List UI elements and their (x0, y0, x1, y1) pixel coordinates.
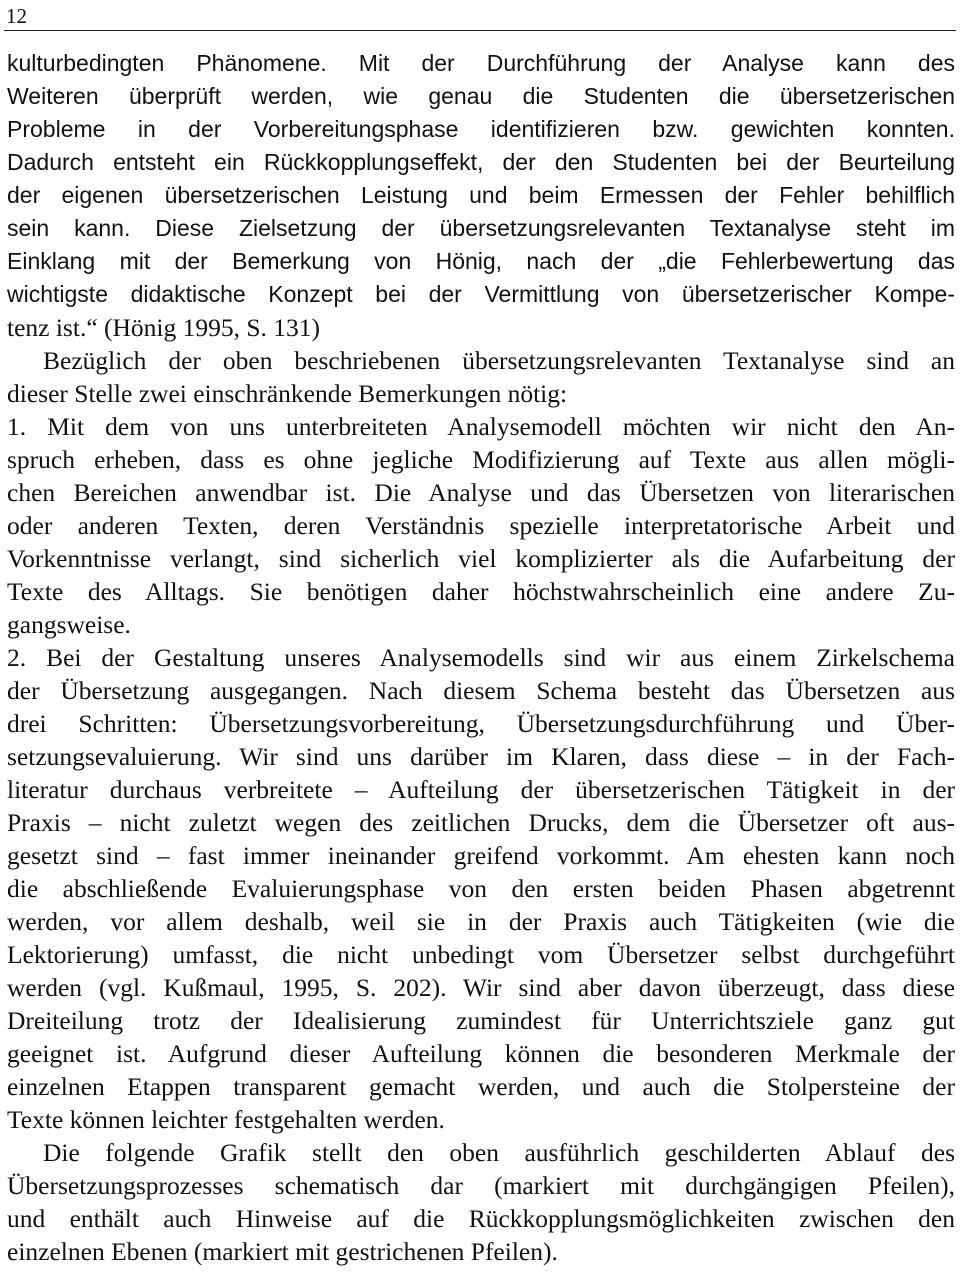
text-line: Probleme in der Vorbereitungsphase identifizieren bzw. gewichten konnten. (7, 116, 955, 142)
text-line: Texte des Alltags. Sie benötigen daher höchstwahrscheinlich eine andere Zu- (7, 577, 955, 606)
text-line: sein kann. Diese Zielsetzung der übersetzungsrelevanten Textanalyse steht im (7, 215, 955, 241)
text-line: oder anderen Texten, deren Verständnis spezielle interpretatorische Arbeit und (7, 511, 955, 540)
text-line: Vorkenntnisse verlangt, sind sicherlich viel komplizierter als die Aufarbeitung der (7, 544, 955, 573)
text-line: einzelnen Ebenen (markiert mit gestrichenen Pfeilen). (7, 1237, 558, 1266)
text-line: Übersetzungsprozesses schematisch dar (markiert mit durchgängigen Pfeilen), (7, 1171, 955, 1200)
text-line: Die folgende Grafik stellt den oben ausführlich geschilderten Ablauf des (43, 1138, 955, 1167)
text-line: Praxis – nicht zuletzt wegen des zeitlichen Drucks, dem die Übersetzer oft aus- (7, 808, 955, 837)
text-line: Weiteren überprüft werden, wie genau die Studenten die übersetzerischen (7, 83, 955, 109)
text-line: Texte können leichter festgehalten werden. (7, 1105, 445, 1134)
text-line: setzungsevaluierung. Wir sind uns darüber im Klaren, dass diese – in der Fach- (7, 742, 955, 771)
text-line: 2. Bei der Gestaltung unseres Analysemodells sind wir aus einem Zirkelschema (7, 643, 955, 672)
text-body (7, 47, 955, 1268)
text-line: literatur durchaus verbreitete – Aufteilung der übersetzerischen Tätigkeit in der (7, 775, 955, 804)
text-line: kulturbedingten Phänomene. Mit der Durchführung der Analyse kann des (7, 50, 955, 76)
text-line: Einklang mit der Bemerkung von Hönig, nach der „die Fehlerbewertung das (7, 248, 955, 274)
text-line: chen Bereichen anwendbar ist. Die Analyse und das Übersetzen von literarischen (7, 478, 955, 507)
text-line: tenz ist.“ (Hönig 1995, S. 131) (7, 313, 321, 342)
text-line: und enthält auch Hinweise auf die Rückkopplungsmöglichkeiten zwischen den (7, 1204, 955, 1233)
text-line: drei Schritten: Übersetzungsvorbereitung, Übersetzungsdurchführung und Über- (7, 709, 955, 738)
text-line: spruch erheben, dass es ohne jegliche Modifizierung auf Texte aus allen mögli- (7, 445, 955, 474)
text-line: einzelnen Etappen transparent gemacht werden, und auch die Stolpersteine der (7, 1072, 955, 1101)
text-line: werden (vgl. Kußmaul, 1995, S. 202). Wir sind aber davon überzeugt, dass diese (7, 973, 955, 1002)
text-line: der Übersetzung ausgegangen. Nach diesem Schema besteht das Übersetzen aus (7, 676, 955, 705)
text-line: gangsweise. (7, 610, 131, 639)
text-line: geeignet ist. Aufgrund dieser Aufteilung können die besonderen Merkmale der (7, 1039, 955, 1068)
text-line: werden, vor allem deshalb, weil sie in der Praxis auch Tätigkeiten (wie die (7, 907, 955, 936)
page-number: 12 (6, 4, 27, 28)
text-line: der eigenen übersetzerischen Leistung und beim Ermessen der Fehler behilflich (7, 182, 955, 208)
text-line: Lektorierung) umfasst, die nicht unbedingt vom Übersetzer selbst durchgeführt (7, 940, 955, 969)
text-line: dieser Stelle zwei einschränkende Bemerkungen nötig: (7, 379, 568, 408)
text-line: Dadurch entsteht ein Rückkopplungseffekt, der den Studenten bei der Beurteilung (7, 149, 955, 175)
text-line: Dreiteilung trotz der Idealisierung zumindest für Unterrichtsziele ganz gut (7, 1006, 955, 1035)
text-line: gesetzt sind – fast immer ineinander greifend vorkommt. Am ehesten kann noch (7, 841, 955, 870)
page-header (4, 2, 956, 31)
text-line: 1. Mit dem von uns unterbreiteten Analysemodell möchten wir nicht den An- (7, 412, 955, 441)
text-line: wichtigste didaktische Konzept bei der Vermittlung von übersetzerischer Kompe- (7, 281, 955, 307)
text-line: Bezüglich der oben beschriebenen übersetzungsrelevanten Textanalyse sind an (43, 346, 955, 375)
text-line: die abschließende Evaluierungsphase von den ersten beiden Phasen abgetrennt (7, 874, 955, 903)
